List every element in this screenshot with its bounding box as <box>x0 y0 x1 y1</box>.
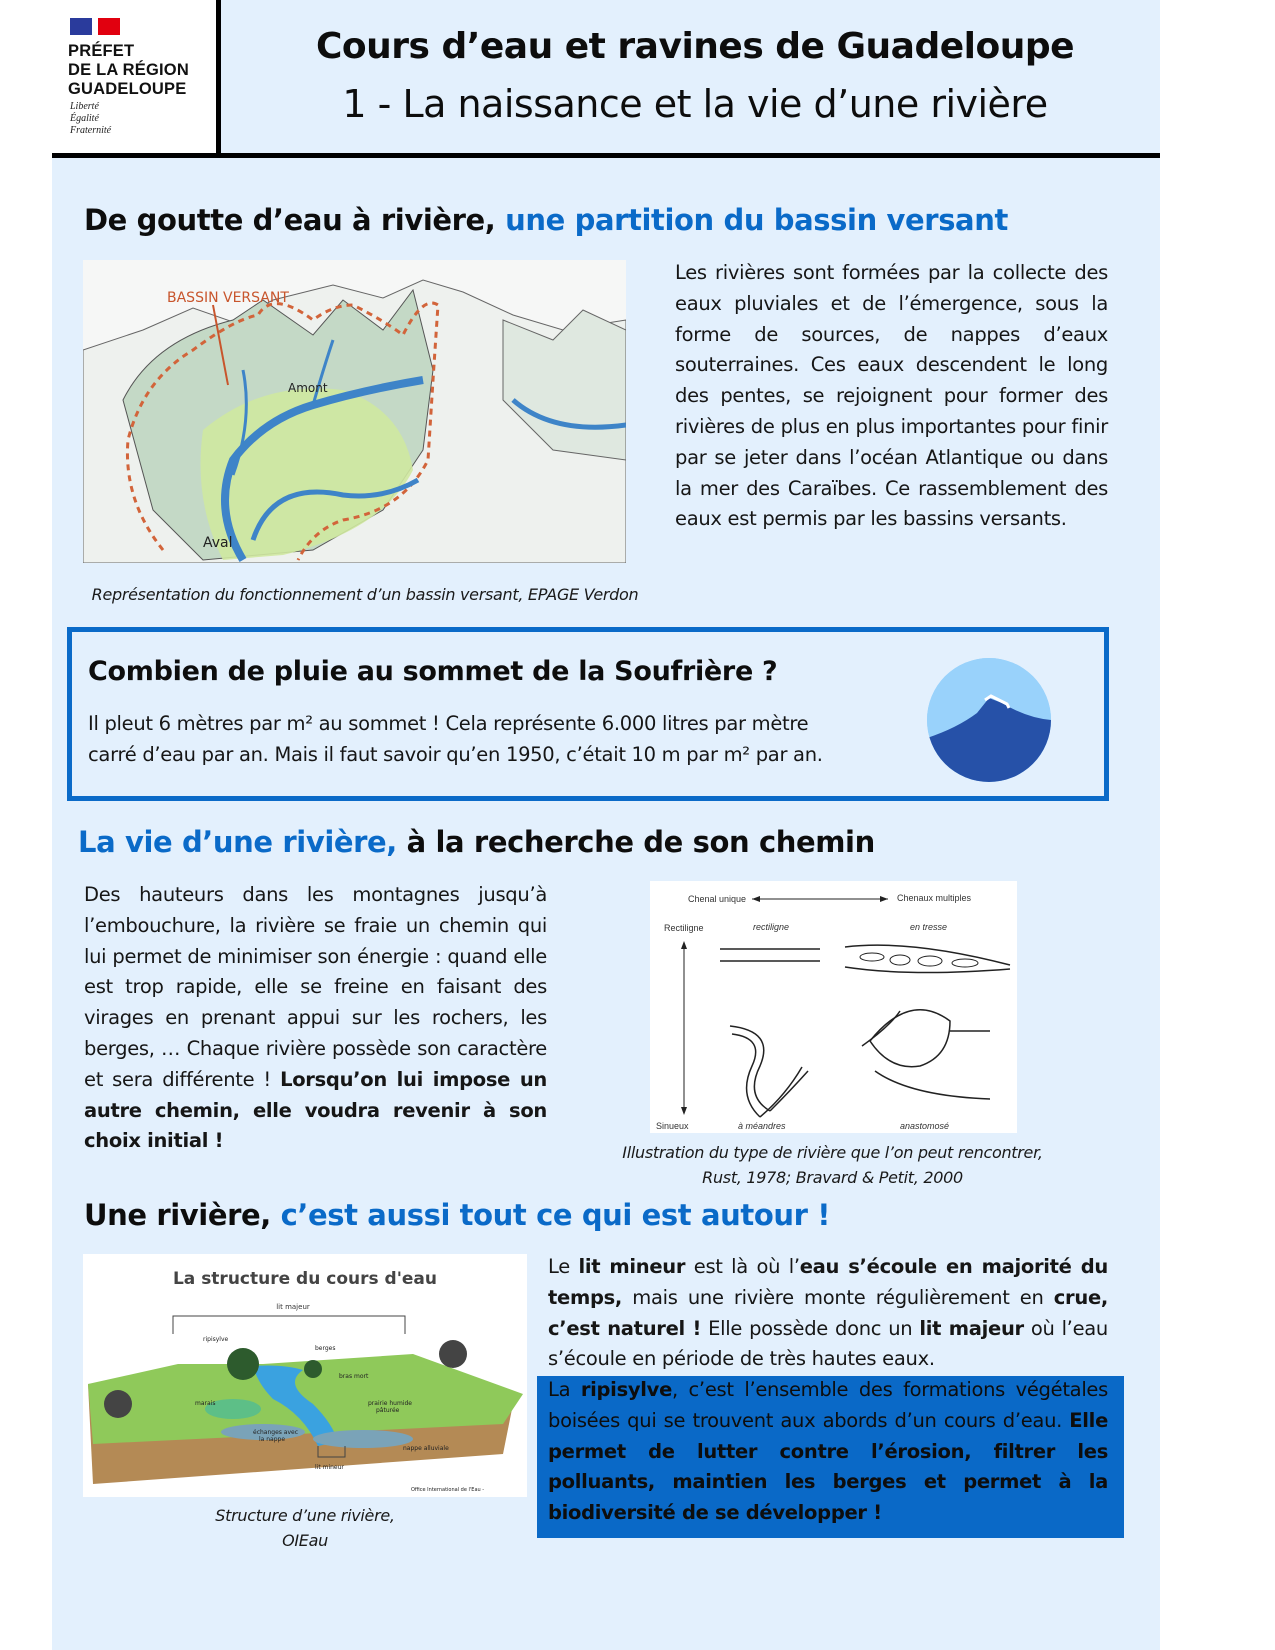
page-title: Cours d’eau et ravines de Guadeloupe <box>315 26 1075 67</box>
river-structure-diagram <box>83 1254 527 1497</box>
label-lit-majeur: lit majeur <box>276 1303 310 1311</box>
heading-part: De goutte d’eau à rivière, <box>84 203 496 237</box>
callout-text <box>88 708 908 770</box>
label-berges: berges <box>315 1345 336 1352</box>
label-sinueux-axis: Sinueux <box>656 1121 689 1131</box>
logo-line: DE LA RÉGION <box>68 61 189 79</box>
motto-line: Égalité <box>70 113 99 124</box>
callout-title: Combien de pluie au sommet de la Soufrière ? <box>88 656 778 687</box>
section-heading-autour <box>84 1198 830 1232</box>
text-run-bold: crue, c’est naturel ! <box>548 1285 1108 1340</box>
callout-line: Il pleut 6 mètres par m² au sommet ! Cela représente 6.000 litres par mètre <box>88 712 809 735</box>
text-run: Elle possède donc un <box>701 1316 920 1340</box>
section-heading-vie-riviere <box>78 825 875 859</box>
label-type-meandres: à méandres <box>738 1121 786 1131</box>
text-run: mais une rivière monte régulièrement en <box>622 1285 1054 1309</box>
text-run: est là où l’ <box>685 1255 800 1278</box>
caption-line: Rust, 1978; Bravard & Petit, 2000 <box>702 1168 963 1187</box>
prefecture-name <box>68 42 189 99</box>
text-run-bold: lit mineur <box>578 1255 686 1278</box>
motto-line: Liberté <box>70 101 99 112</box>
french-flag-icon <box>70 18 120 35</box>
label-type-en-tresse: en tresse <box>910 922 948 932</box>
section-heading-bassin <box>84 203 1008 237</box>
header-divider <box>216 0 221 158</box>
label-type-anastomose: anastomosé <box>900 1121 950 1131</box>
logo-line: GUADELOUPE <box>68 80 187 98</box>
label-ripisylve: ripisylve <box>203 1336 229 1343</box>
header-underline <box>52 153 1160 158</box>
republic-motto <box>70 101 111 137</box>
label-echanges: échanges avec <box>253 1429 299 1436</box>
label-chenal-unique: Chenal unique <box>688 894 747 904</box>
label-aval: Aval <box>203 535 233 551</box>
ripisylve-paragraph <box>548 1375 1108 1529</box>
label-marais: marais <box>195 1400 216 1407</box>
paragraph-bold-text: Lorsqu’on lui impose un autre chemin, elle voudra revenir à son choix initial ! <box>84 1067 547 1153</box>
caption-line: OIEau <box>282 1531 328 1550</box>
bassin-caption: Représentation du fonctionnement d’un bassin versant, EPAGE Verdon <box>91 585 639 604</box>
motto-line: Fraternité <box>70 125 112 136</box>
text-run: La <box>548 1378 581 1401</box>
page-subtitle: 1 - La naissance et la vie d’une rivière <box>342 82 1048 126</box>
river-types-diagram <box>650 881 1017 1133</box>
structure-caption <box>150 1503 460 1553</box>
label-bras-mort: bras mort <box>339 1373 369 1380</box>
text-run-bold: ripisylve <box>580 1378 673 1401</box>
label-nappe-alluviale: nappe alluviale <box>403 1445 449 1452</box>
callout-line: carré d’eau par an. Mais il faut savoir qu’en 1950, c’était 10 m par m² par an. <box>88 743 823 766</box>
soufriere-rain-callout <box>67 627 1109 801</box>
text-run: , c’est l’ensemble des formations végétales boisées qui se trouvent aux abords d’un cours d’eau. <box>548 1378 1108 1432</box>
label-la-nappe: la nappe <box>259 1436 286 1443</box>
heading-part: une partition du bassin versant <box>505 203 1008 237</box>
text-run-bold: Elle permet de lutter contre l’érosion, filtrer les polluants, maintien les berges et permet à la biodiversité de se développer ! <box>548 1408 1108 1525</box>
label-credit: Office International de l'Eau - <box>411 1487 485 1493</box>
heading-part: La vie d’une rivière, <box>78 825 397 859</box>
diagram-title: La structure du cours d'eau <box>172 1269 438 1289</box>
lit-mineur-paragraph <box>548 1252 1108 1375</box>
label-lit-mineur: lit mineur <box>315 1464 344 1471</box>
paragraph-text: Des hauteurs dans les montagnes jusqu’à l’embouchure, la rivière se fraie un chemin qui lui permet de minimiser son énergie : quand elle est trop rapide, elle se freine en faisant des virages en prenant appui sur les rochers, les berges, … Chaque rivière possède son caractère et sera différente ! <box>84 883 547 1091</box>
text-run-bold: eau s’écoule en majorité du temps, <box>548 1255 1108 1309</box>
caption-line: Illustration du type de rivière que l’on peut rencontrer, <box>622 1143 1043 1162</box>
vie-riviere-paragraph <box>84 880 547 1157</box>
heading-part: à la recherche de son chemin <box>406 825 875 859</box>
bassin-paragraph: Les rivières sont formées par la collecte des eaux pluviales et de l’émergence, sous la forme de sources, de nappes d’eaux souterraines. Ces eaux descendent le long des pentes, se rejoignent pour former des rivières de plus en plus importantes pour finir par se jeter dans l’océan Atlantique ou dans la mer des Caraïbes. Ce rassemblement des eaux est permis par les bassins versants. <box>675 261 1108 531</box>
text-run: Le <box>548 1255 579 1278</box>
caption-line: Structure d’une rivière, <box>215 1506 395 1525</box>
label-chenaux-multiples: Chenaux multiples <box>897 893 972 903</box>
text-run: où l’eau s’écoule en période de très hautes eaux. <box>548 1316 1108 1371</box>
label-paturee: pâturée <box>376 1407 400 1414</box>
label-rectiligne-axis: Rectiligne <box>664 923 704 933</box>
label-bassin-versant: BASSIN VERSANT <box>167 290 289 306</box>
heading-part: Une rivière, <box>84 1198 271 1232</box>
logo-line: PRÉFET <box>68 42 135 60</box>
volcano-icon <box>927 658 1051 782</box>
label-prairie: prairie humide <box>368 1400 412 1407</box>
label-type-rectiligne: rectiligne <box>753 922 790 932</box>
heading-part: c’est aussi tout ce qui est autour ! <box>280 1198 831 1232</box>
bassin-versant-illustration <box>83 260 626 563</box>
label-amont: Amont <box>288 381 328 395</box>
text-run-bold: lit majeur <box>919 1316 1024 1340</box>
river-types-caption <box>585 1140 1080 1190</box>
